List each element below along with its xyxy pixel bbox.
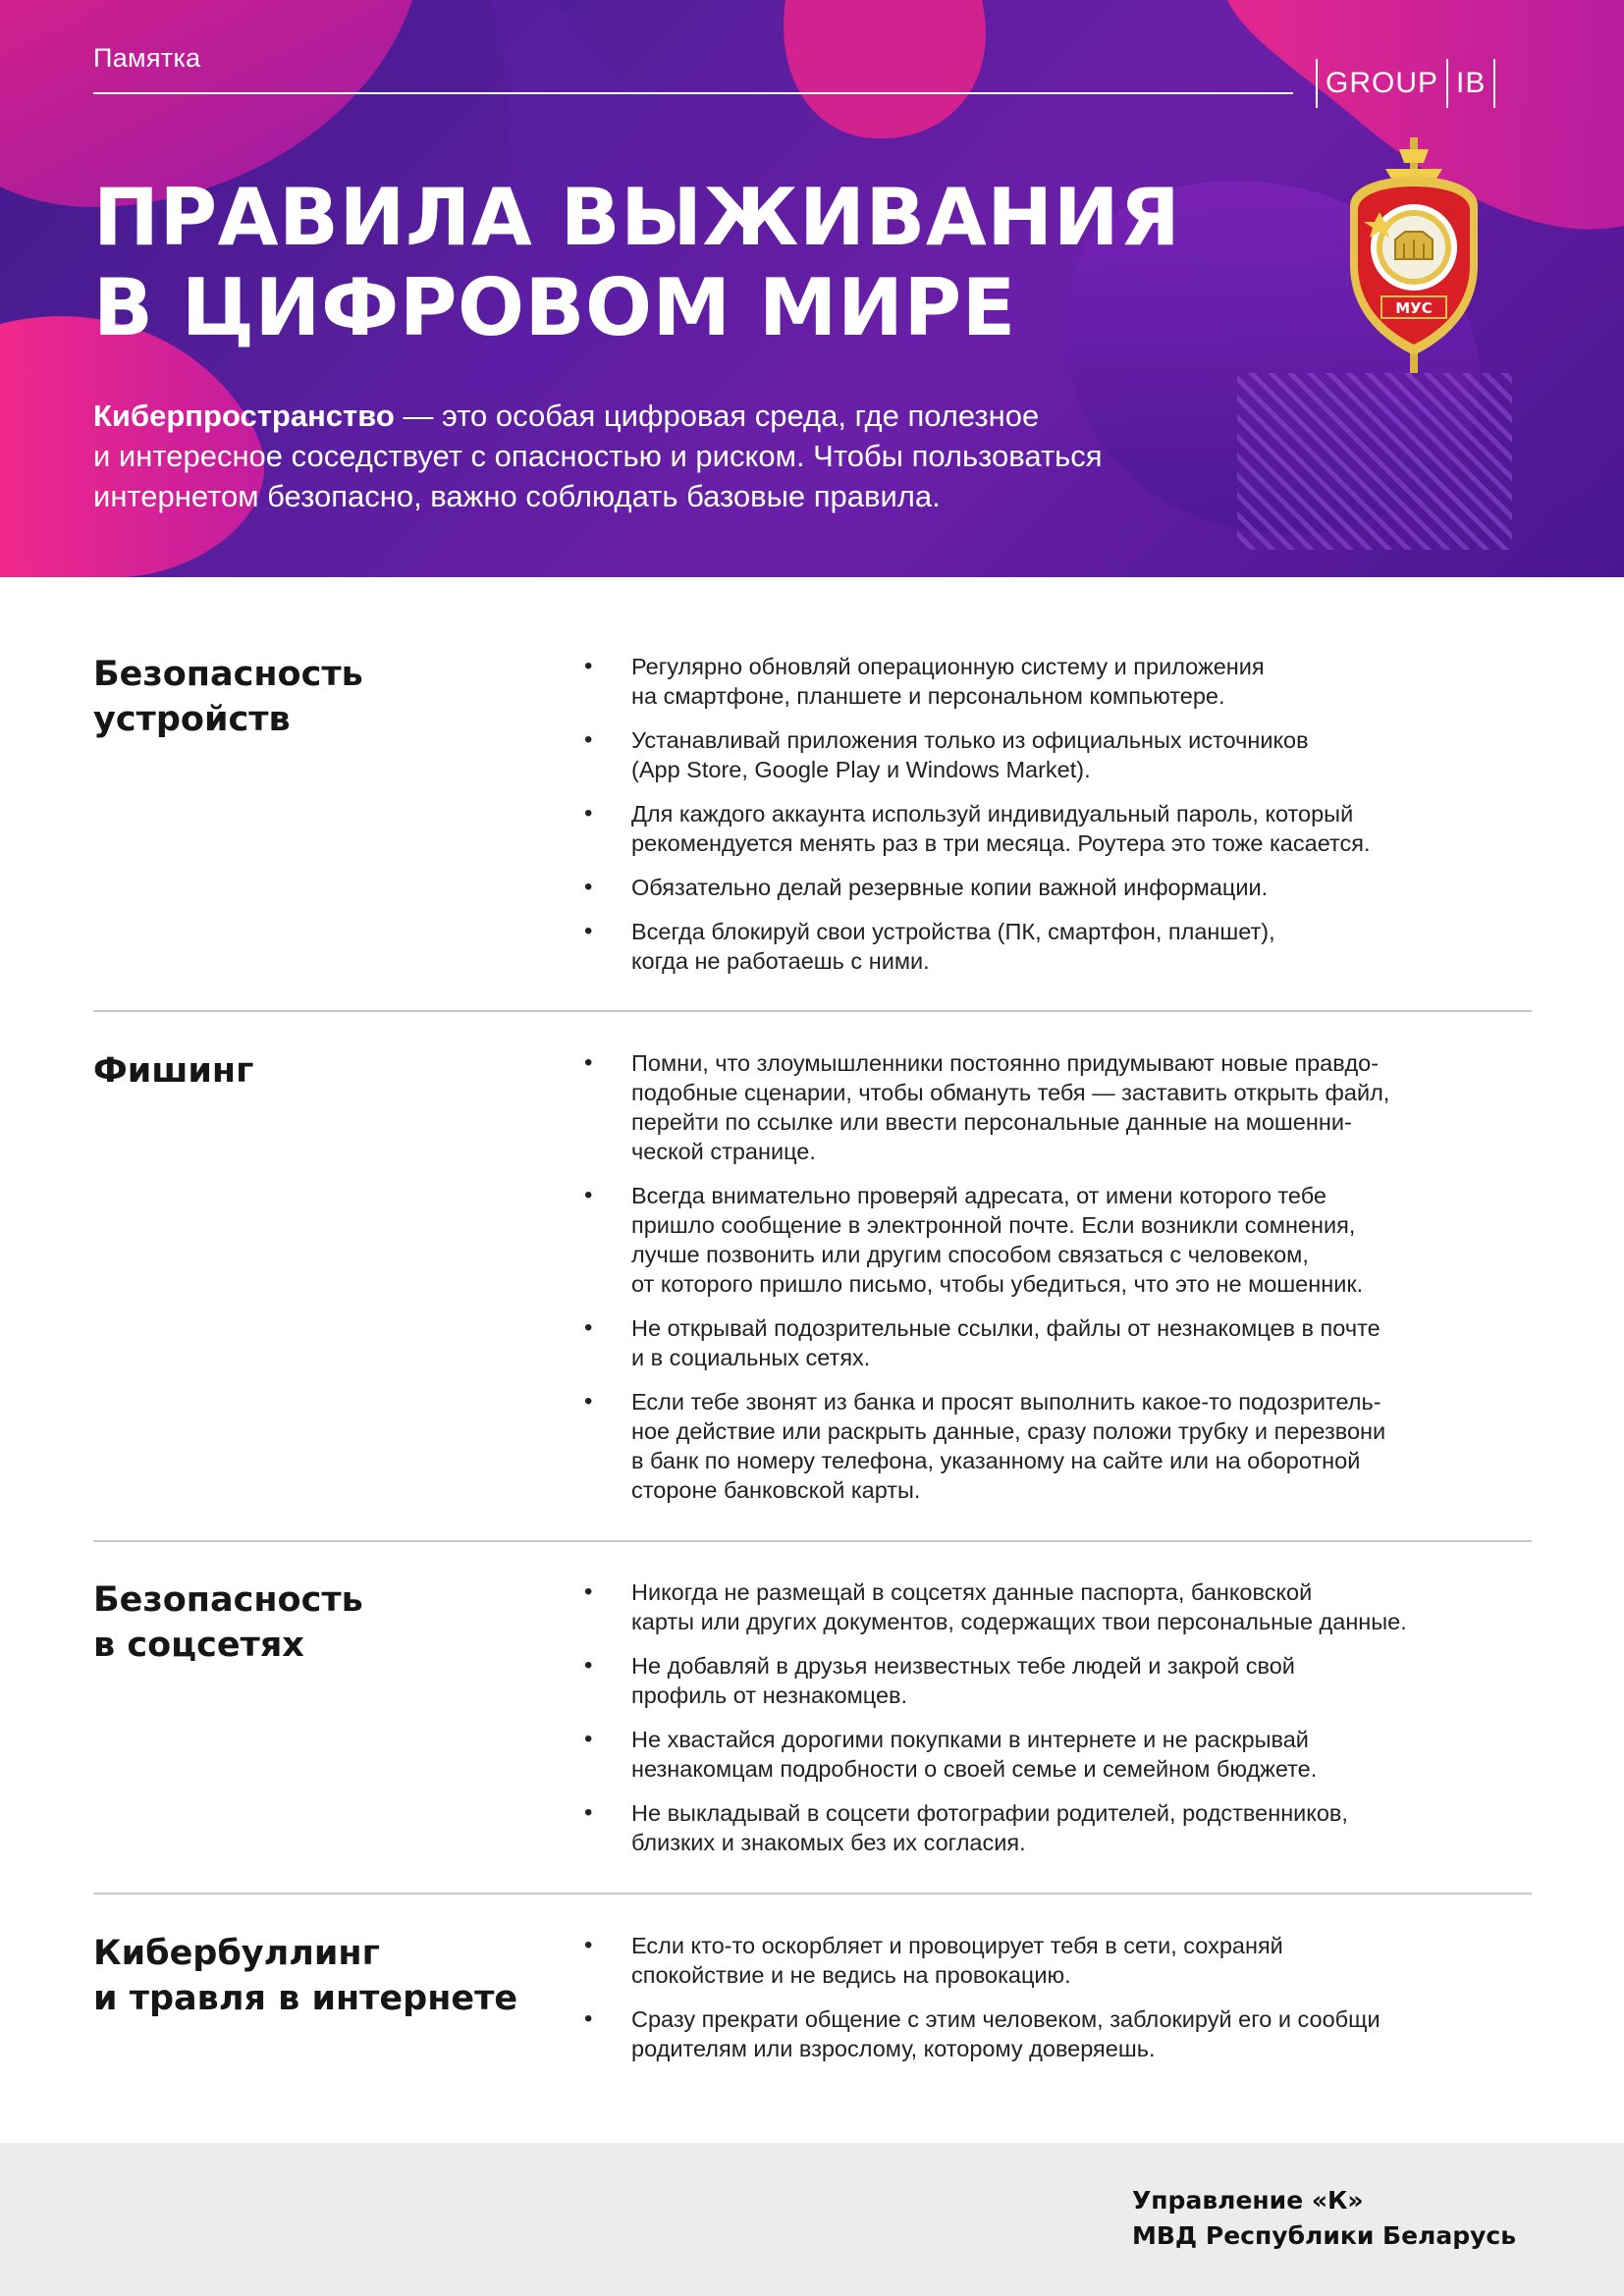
list-item: • Если кто-то оскорбляет и провоцирует тебя в сети, сохраняй спокойствие и не ведись на провокацию. (584, 1931, 1532, 1990)
section-divider (93, 1893, 1532, 1895)
footer-line-1: Управление «К» (1132, 2186, 1364, 2215)
intro-term: Киберпространство (93, 399, 395, 433)
rules-list (584, 1048, 1532, 1520)
header-divider (93, 92, 1293, 94)
rules-list (584, 652, 1532, 990)
emblem-text: МУС (1395, 299, 1433, 317)
intro-paragraph (93, 396, 1350, 516)
section-title: Безопасность устройств (93, 655, 363, 739)
list-item: • Сразу прекрати общение с этим человеком, заблокируй его и сообщи родителям или взрослому, которому доверяешь. (584, 2004, 1532, 2063)
list-item: • Не выкладывай в соцсети фотографии родителей, родственников, близких и знакомых без их согласия. (584, 1798, 1532, 1857)
list-item: • Никогда не размещай в соцсетях данные паспорта, банковской карты или других документов, содержащих твои персональные данные. (584, 1577, 1532, 1636)
title-line-1: ПРАВИЛА ВЫЖИВАНИЯ (93, 172, 1181, 263)
section-title: Безопасность в соцсетях (93, 1580, 363, 1665)
memo-label: Памятка (93, 43, 201, 73)
section-divider (93, 1540, 1532, 1542)
footer-line-2: МВД Республики Беларусь (1132, 2221, 1517, 2250)
list-item: • Помни, что злоумышленники постоянно придумывают новые правдо- подобные сценарии, чтобы обмануть тебя — заставить открыть файл, перейти по ссылке или ввести персональные данные на мошенни- ческой странице. (584, 1048, 1532, 1166)
intro-line-3: интернетом безопасно, важно соблюдать базовые правила. (93, 479, 941, 513)
section-title: Кибербуллинг и травля в интернете (93, 1934, 518, 2018)
police-emblem-icon (1340, 137, 1488, 383)
list-item: • Всегда внимательно проверяй адресата, от имени которого тебе пришло сообщение в электронной почте. Если возникли сомнения, лучше позвонить или другим способом связаться с человеком, от которого пришло письмо, чтобы убедиться, что это не мошенник. (584, 1181, 1532, 1299)
hero-banner (0, 0, 1624, 577)
list-item: • Если тебе звонят из банка и просят выполнить какое-то подозритель- ное действие или раскрыть данные, сразу положи трубку и перезвони в банк по номеру телефона, указанному на сайте или на оборотной стороне банковской карты. (584, 1387, 1532, 1505)
section-divider (93, 1010, 1532, 1012)
intro-line-1: — это особая цифровая среда, где полезное (394, 399, 1040, 433)
list-item: • Обязательно делай резервные копии важной информации. (584, 873, 1532, 902)
section-title: Фишинг (93, 1051, 254, 1091)
list-item: • Регулярно обновляй операционную систему и приложения на смартфоне, планшете и персональном компьютере. (584, 652, 1532, 711)
footer-organization (1132, 2183, 1544, 2254)
intro-line-2: и интересное соседствует с опасностью и риском. Чтобы пользоваться (93, 439, 1103, 473)
list-item: • Всегда блокируй свои устройства (ПК, смартфон, планшет), когда не работаешь с ними. (584, 917, 1532, 976)
logo-text-left: GROUP (1326, 67, 1439, 99)
group-ib-logo (1316, 59, 1537, 108)
rules-list (584, 1577, 1532, 1872)
list-item: • Устанавливай приложения только из официальных источников (App Store, Google Play и Windows Market). (584, 725, 1532, 784)
title-line-2: В ЦИФРОВОМ МИРЕ (93, 262, 1016, 353)
logo-text-right: IB (1456, 67, 1487, 99)
list-item: • Не хвастайся дорогими покупками в интернете и не раскрывай незнакомцам подробности о своей семье и семейном бюджете. (584, 1725, 1532, 1784)
list-item: • Для каждого аккаунта используй индивидуальный пароль, который рекомендуется менять раз в три месяца. Роутера это тоже касается. (584, 799, 1532, 858)
list-item: • Не открывай подозрительные ссылки, файлы от незнакомцев в почте и в социальных сетях. (584, 1313, 1532, 1372)
footer (0, 2143, 1624, 2296)
rules-list (584, 1931, 1532, 2078)
page-title (93, 173, 1272, 353)
list-item: • Не добавляй в друзья неизвестных тебе людей и закрой свой профиль от незнакомцев. (584, 1651, 1532, 1710)
